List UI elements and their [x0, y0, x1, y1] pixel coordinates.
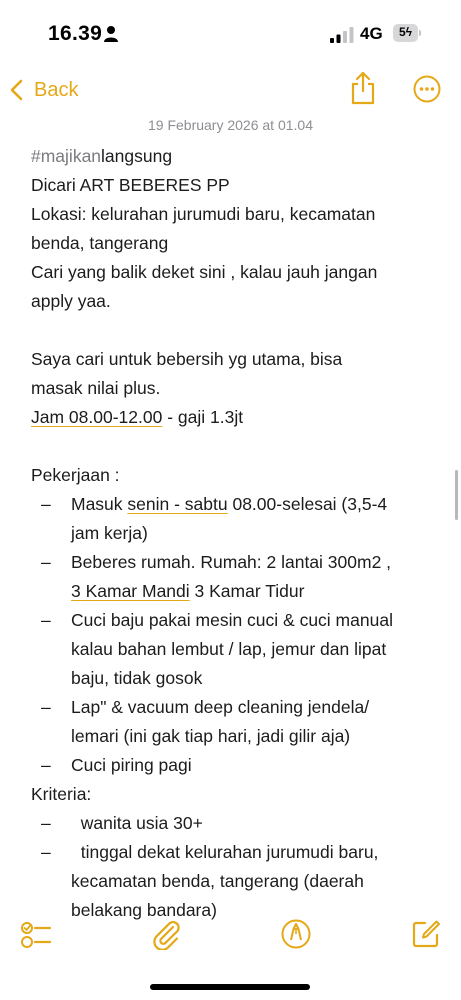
note-date: 19 February 2026 at 01.04	[147, 117, 313, 133]
bullet-dash: –	[41, 552, 51, 572]
charging-bolt-icon: ϟ	[405, 25, 413, 39]
date-range-link[interactable]: senin - sabtu	[127, 494, 228, 514]
desc-line-2: masak nilai plus.	[31, 378, 161, 398]
home-indicator[interactable]	[150, 984, 310, 990]
list-item	[31, 548, 441, 606]
hours-salary-line	[31, 403, 441, 432]
criteria-1-text: wanita usia 30+	[71, 813, 203, 833]
list-item	[31, 606, 441, 693]
hours-link[interactable]: Jam 08.00-12.00	[31, 407, 163, 427]
bullet-dash: –	[41, 813, 51, 833]
jobs-header: Pekerjaan :	[31, 465, 120, 485]
status-time: 16.39	[48, 22, 103, 45]
criteria-2-text: tinggal dekat kelurahan jurumudi baru,	[71, 842, 379, 862]
compose-icon[interactable]	[410, 918, 442, 950]
checklist-icon[interactable]	[20, 918, 52, 950]
job-4-text: Lap" & vacuum deep cleaning jendela/	[71, 697, 370, 717]
criteria-header: Kriteria:	[31, 784, 92, 804]
bullet-dash: –	[41, 697, 51, 717]
bullet-dash: –	[41, 755, 51, 775]
job-3-text-cont: baju, tidak gosok	[71, 668, 203, 688]
bathroom-link[interactable]: 3 Kamar Mandi	[71, 581, 190, 601]
scrollbar[interactable]	[455, 470, 458, 520]
chevron-left-icon	[8, 78, 26, 102]
nav-bar	[0, 70, 461, 110]
job-1-text-cont: jam kerja)	[71, 523, 148, 543]
salary-text: - gaji 1.3jt	[162, 407, 244, 427]
paperclip-icon[interactable]	[150, 918, 182, 950]
hashtag-suffix: langsung	[101, 146, 173, 166]
status-bar	[0, 0, 461, 70]
back-label: Back	[34, 78, 79, 101]
note-title: Dicari ART BEBERES PP	[31, 175, 230, 195]
apply-line-1: Cari yang balik deket sini , kalau jauh jangan	[31, 262, 378, 282]
network-label: 4G	[360, 24, 383, 43]
hashtag[interactable]: #majikan	[31, 146, 102, 166]
bullet-dash: –	[41, 494, 51, 514]
note-body[interactable]	[31, 142, 441, 925]
bullet-dash: –	[41, 842, 51, 862]
blank-line	[31, 432, 441, 461]
job-1-text-post: 08.00-selesai (3,5-4	[227, 494, 388, 514]
list-item	[31, 751, 441, 780]
hashtag-line	[31, 142, 441, 171]
job-2-text-post: 3 Kamar Tidur	[189, 581, 305, 601]
person-icon	[103, 25, 119, 43]
list-item	[31, 693, 441, 751]
location-line-1: Lokasi: kelurahan jurumudi baru, kecamatan	[31, 204, 376, 224]
apply-line-2: apply yaa.	[31, 291, 111, 311]
job-4-text-cont: lemari (ini gak tiap hari, jadi gilir aja)	[71, 726, 351, 746]
bullet-dash: –	[41, 610, 51, 630]
criteria-2-text-cont: belakang bandara)	[71, 900, 217, 920]
job-3-text-cont: kalau bahan lembut / lap, jemur dan lipat	[71, 639, 387, 659]
job-5-text: Cuci piring pagi	[71, 755, 192, 775]
job-3-text: Cuci baju pakai mesin cuci & cuci manual	[71, 610, 393, 630]
signal-icon	[330, 27, 354, 43]
job-2-text: Beberes rumah. Rumah: 2 lantai 300m2 ,	[71, 552, 392, 572]
blank-line	[31, 316, 441, 345]
battery-level: 5	[398, 25, 406, 39]
markup-pen-icon[interactable]	[280, 918, 312, 950]
criteria-2-text-cont: kecamatan benda, tangerang (daerah	[71, 871, 364, 891]
location-line-2: benda, tangerang	[31, 233, 169, 253]
battery-icon	[393, 24, 421, 44]
list-item	[31, 809, 441, 838]
desc-line-1: Saya cari untuk bebersih yg utama, bisa	[31, 349, 343, 369]
back-button[interactable]	[8, 73, 78, 107]
share-icon[interactable]	[350, 70, 376, 106]
bottom-toolbar	[0, 912, 461, 956]
job-1-text: Masuk	[71, 494, 128, 514]
ellipsis-circle-icon[interactable]	[413, 75, 441, 103]
list-item	[31, 490, 441, 548]
